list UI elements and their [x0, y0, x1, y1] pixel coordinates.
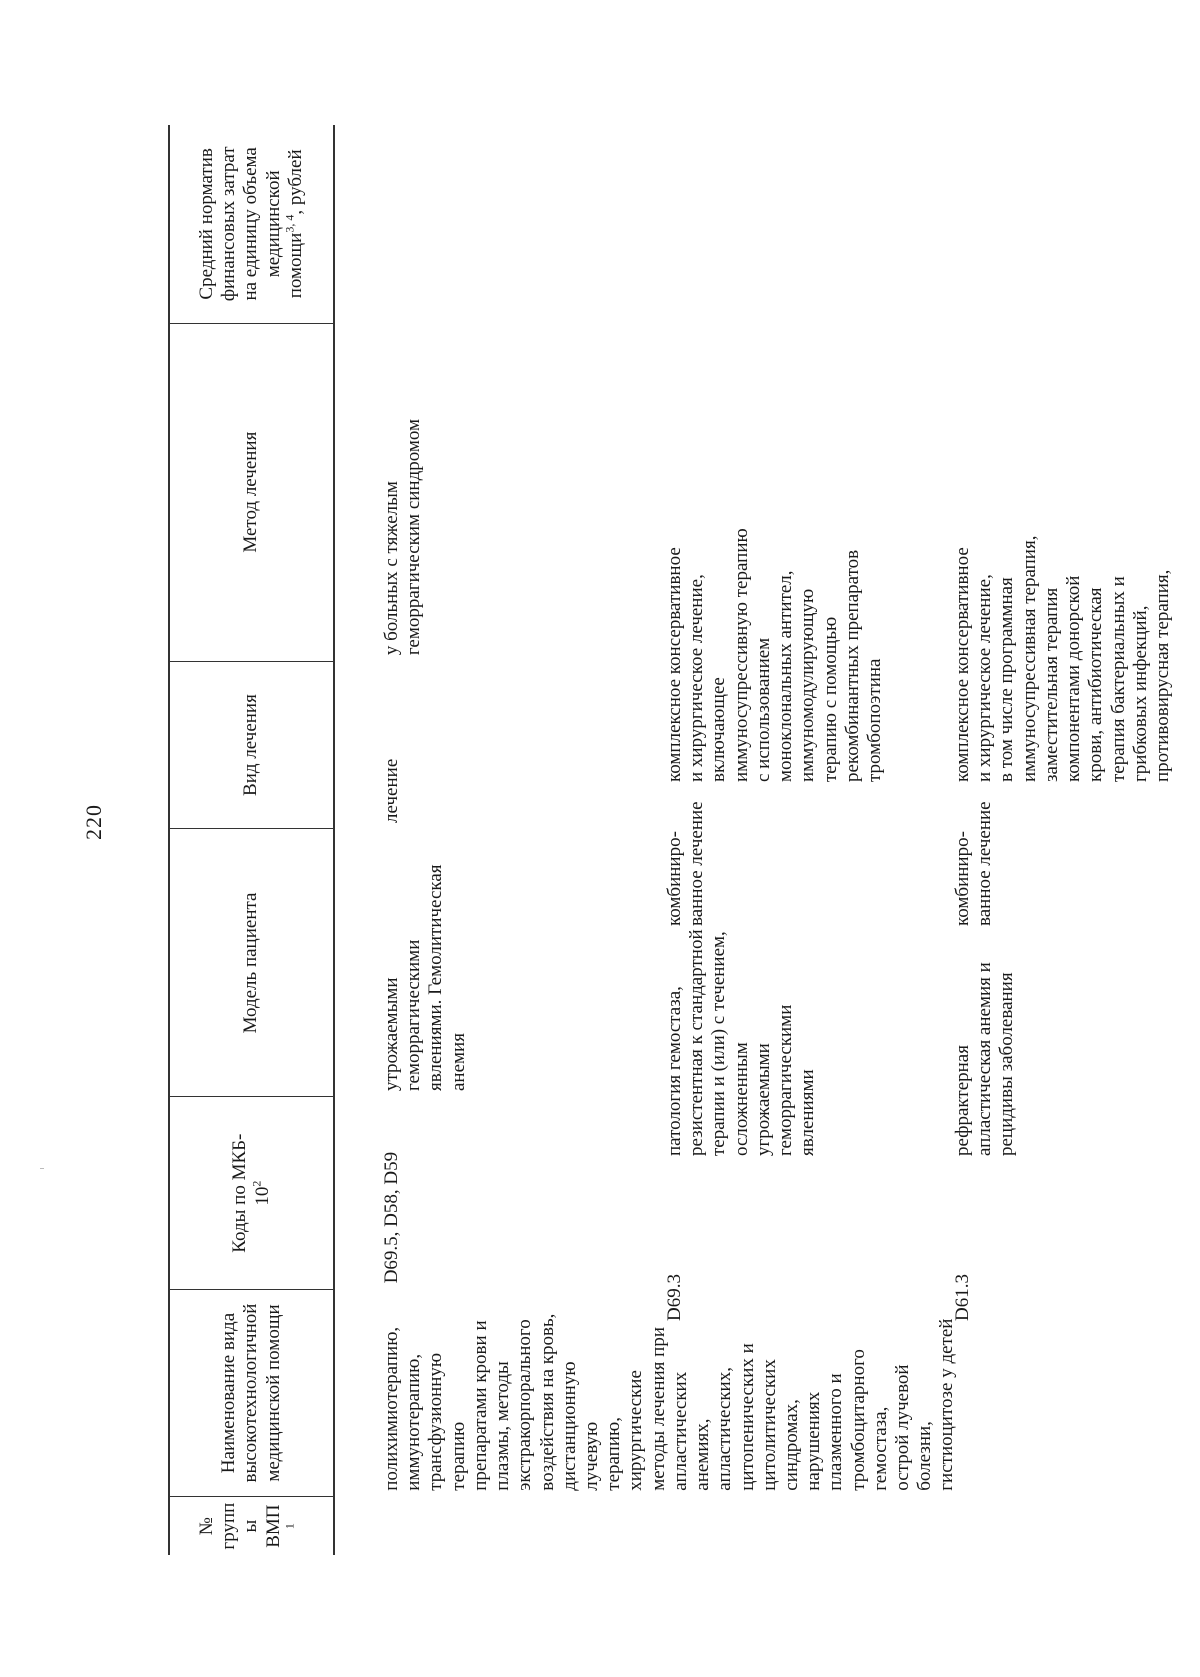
cell-treatment-method: у больных с тяжелым геморрагическим синдромом: [381, 418, 425, 656]
table-row: [334, 125, 959, 1555]
cell-patient-model-row3: рефрактерная апластическая анемия и рецидивы заболевания: [952, 962, 1018, 1156]
cell-treatment-kind: лечение: [381, 758, 402, 823]
cell-treatment-kind-row2: комбиниро- ванное лечение: [664, 801, 708, 926]
cell-vmp-name: полихимиотерапию, иммунотерапию, трансфузионную терапию препаратами крови и плазмы, методы экстракорпорального воздействия на кровь, дистанционную лучевую терапию, хирургические методы лечения при апластических анемиях, апластических, цитопенических и цитолитических синдромах, нарушениях плазменного и тромбоцитарного гемостаза, острой лучевой болезни, гистиоцитозе у детей: [381, 1313, 958, 1491]
cell-patient-model-row2: патология гемостаза, резистентная к стандартной терапии и (или) с течением, осложненным угрожаемыми геморрагическими явлениями: [664, 929, 819, 1156]
header-average-cost: Средний норматив финансовых затрат на единицу объема медицинской помощи$^{3, 4}$, рублей: [169, 125, 334, 323]
cell-icd-codes-row2: D69.3: [664, 1274, 685, 1321]
page-number: 220: [81, 804, 106, 840]
cell-icd-codes: D69.5, D58, D59: [381, 1151, 402, 1284]
table-header-row: [169, 125, 334, 1555]
cell-icd-codes-row3: D61.3: [952, 1274, 973, 1321]
cell-treatment-method-row2: комплексное консервативное и хирургическое лечение, включающее иммуносупрессивную терапию с использованием моноклональных антител, иммуномодулирующую терапию с помощью рекомбинантных препаратов тромбопоэтина: [664, 528, 885, 782]
header-patient-model: Модель пациента: [169, 829, 334, 1097]
cell-average-cost: [334, 125, 959, 323]
cell-group: [334, 1497, 959, 1555]
rotated-table-container: [168, 125, 1173, 1555]
header-group-number: № групп ы ВМП $^1$: [169, 1497, 334, 1555]
header-vmp-name: Наименование вида высокотехнологичной медицинской помощи: [169, 1289, 334, 1496]
header-treatment-kind: Вид лечения: [169, 661, 334, 829]
vmp-table: [168, 125, 959, 1555]
header-icd-codes: Коды по МКБ- $10^2$: [169, 1097, 334, 1289]
header-treatment-method: Метод лечения: [169, 323, 334, 661]
scan-speck: [40, 1168, 44, 1169]
cell-patient-model: утрожаемыми геморрагическими явлениями. Гемолитическая анемия: [381, 864, 469, 1091]
cell-treatment-kind-row3: комбиниро- ванное лечение: [952, 801, 996, 926]
cell-treatment-method-row3: комплексное консервативное и хирургическое лечение, в том числе программная иммуносупрессивная терапия, заместительная терапия компонентами донорской крови, антибиотическая терапия бактериальных и грибковых инфекций, противовирусная терапия,: [952, 535, 1173, 782]
